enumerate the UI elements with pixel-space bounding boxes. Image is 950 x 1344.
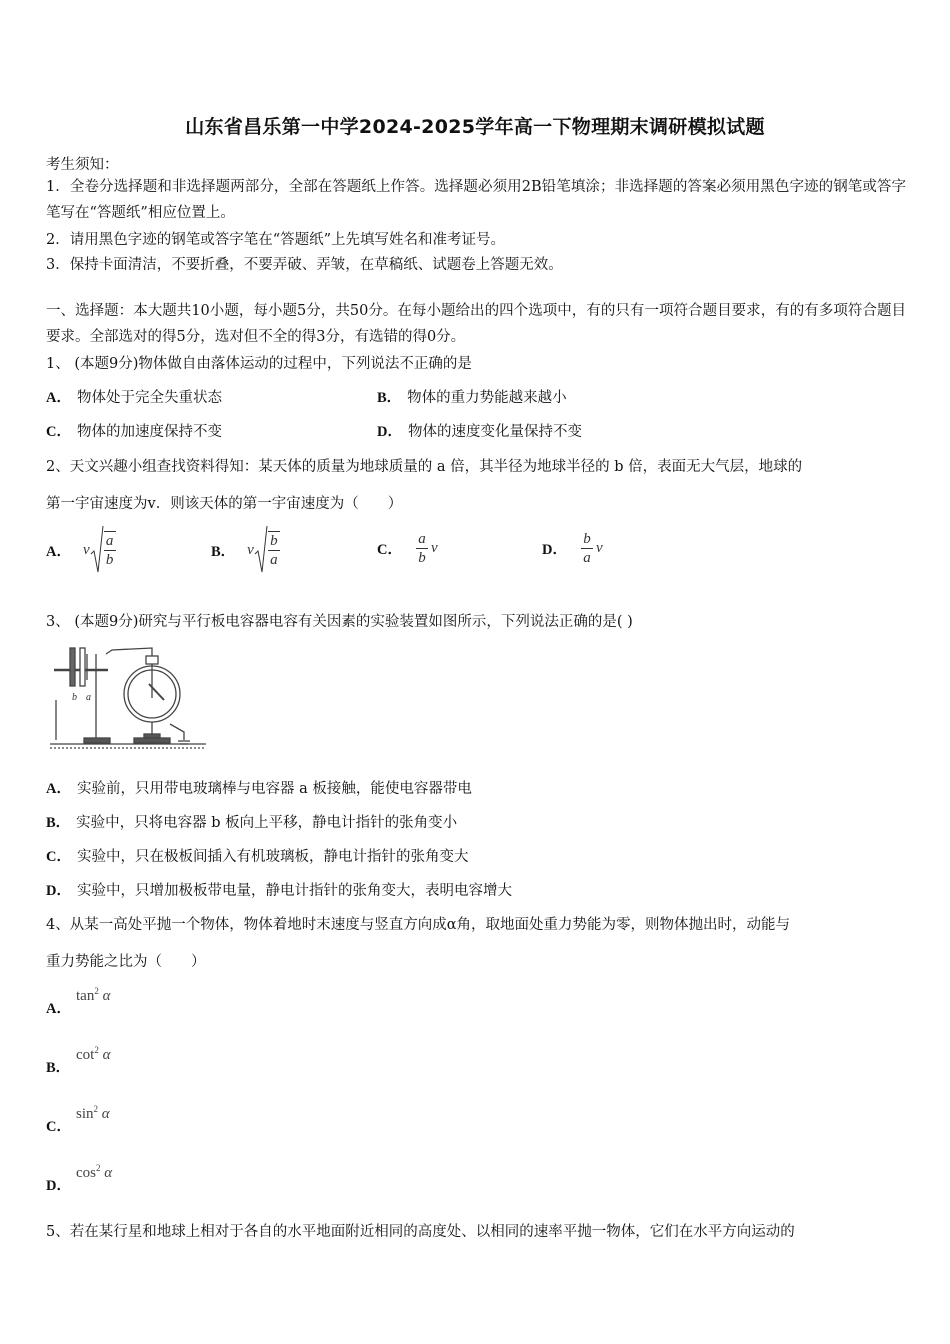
q4-option-a[interactable]: A． <box>46 1001 71 1017</box>
q4d-formula: $\cos^2 \alpha$ <box>76 1163 113 1181</box>
notice-item-3: 3．保持卡面清洁，不要折叠，不要弄破、弄皱，在草稿纸、试题卷上答题无效。 <box>46 257 563 273</box>
q2-option-d[interactable]: D． $\frac{b}{a}$ v <box>542 531 603 566</box>
q2-stem-line1: 2、天文兴趣小组查找资料得知：某天体的质量为地球质量的 a 倍，其半径为地球半径的 b 倍，表面无大气层，地球的 <box>46 459 803 475</box>
q4-stem-line1: 4、从某一高处平抛一个物体，物体着地时末速度与竖直方向成α角，取地面处重力势能为零，则物体抛出时，动能与 <box>46 917 791 933</box>
notice-item-1: 1．全卷分选择题和非选择题两部分，全部在答题纸上作答。选择题必须用2B铅笔填涂；非选择题的答案必须用黑色字迹的钢笔或答字笔写在“答题纸”相应位置上。 <box>46 179 906 221</box>
plate-a-label: a <box>86 692 91 703</box>
q3-option-c[interactable]: C． 实验中，只在极板间插入有机玻璃板，静电计指针的张角变大 <box>46 849 469 865</box>
q1-option-a[interactable]: A． 物体处于完全失重状态 <box>46 390 222 406</box>
notice-item-2: 2．请用黑色字迹的钢笔或答字笔在“答题纸”上先填写姓名和准考证号。 <box>46 232 506 248</box>
plate-b-label: b <box>72 692 77 703</box>
q4c-formula: $\sin^2 \alpha$ <box>76 1104 110 1122</box>
q4-option-d[interactable]: D． <box>46 1178 71 1194</box>
q2c-fraction: $\frac{a}{b}$ <box>416 530 428 567</box>
q2-option-b[interactable]: B． v $\frac{b}{a}$ <box>211 524 280 576</box>
q4a-formula: $\tan^2 \alpha$ <box>76 986 111 1004</box>
q1-stem: 1、 (本题9分)物体做自由落体运动的过程中，下列说法不正确的是 <box>46 356 472 372</box>
sqrt-sign-icon <box>254 524 268 576</box>
q4-option-c[interactable]: C． <box>46 1119 71 1135</box>
q2d-fraction: $\frac{b}{a}$ <box>581 530 593 567</box>
q2-stem-line2: 第一宇宙速度为v．则该天体的第一宇宙速度为（ ） <box>46 496 403 512</box>
q4-option-b[interactable]: B． <box>46 1060 71 1076</box>
q3-stem: 3、 (本题9分)研究与平行板电容器电容有关因素的实验装置如图所示，下列说法正确的是( ) <box>46 614 633 630</box>
q2a-fraction: $\frac{a}{b}$ <box>104 531 116 569</box>
q1-option-d[interactable]: D． 物体的速度变化量保持不变 <box>377 424 582 440</box>
section-heading: 一、选择题：本大题共10小题，每小题5分，共50分。在每小题给出的四个选项中，有的只有一项符合题目要求，有的有多项符合题目要求。全部选对的得5分，选对但不全的得3分，有选错的得0分。 <box>46 303 906 345</box>
q2-option-c[interactable]: C． $\frac{a}{b}$ v <box>377 531 438 566</box>
q4-stem-line2: 重力势能之比为（ ） <box>46 954 206 970</box>
page-title: 山东省昌乐第一中学2024-2025学年高一下物理期末调研模拟试题 <box>185 116 765 138</box>
capacitor-electroscope-figure <box>46 640 210 752</box>
q5-stem-line1: 5、若在某行星和地球上相对于各自的水平地面附近相同的高度处、以相同的速率平抛一物体，它们在水平方向运动的 <box>46 1224 795 1240</box>
q1-option-c[interactable]: C． 物体的加速度保持不变 <box>46 424 222 440</box>
q2b-fraction: $\frac{b}{a}$ <box>268 531 280 569</box>
q3-option-b[interactable]: B． 实验中，只将电容器 b 板向上平移，静电计指针的张角变小 <box>46 815 458 831</box>
q3-option-a[interactable]: A． 实验前，只用带电玻璃棒与电容器 a 板接触，能使电容器带电 <box>46 781 472 797</box>
notice-heading: 考生须知： <box>46 157 119 173</box>
q1-option-b[interactable]: B． 物体的重力势能越来越小 <box>377 390 567 406</box>
q4b-formula: $\cot^2 \alpha$ <box>76 1045 111 1063</box>
sqrt-sign-icon <box>90 524 104 576</box>
q3-option-d[interactable]: D． 实验中，只增加极板带电量，静电计指针的张角变大，表明电容增大 <box>46 883 512 899</box>
q2-option-a[interactable]: A． v $\frac{a}{b}$ <box>46 524 116 576</box>
